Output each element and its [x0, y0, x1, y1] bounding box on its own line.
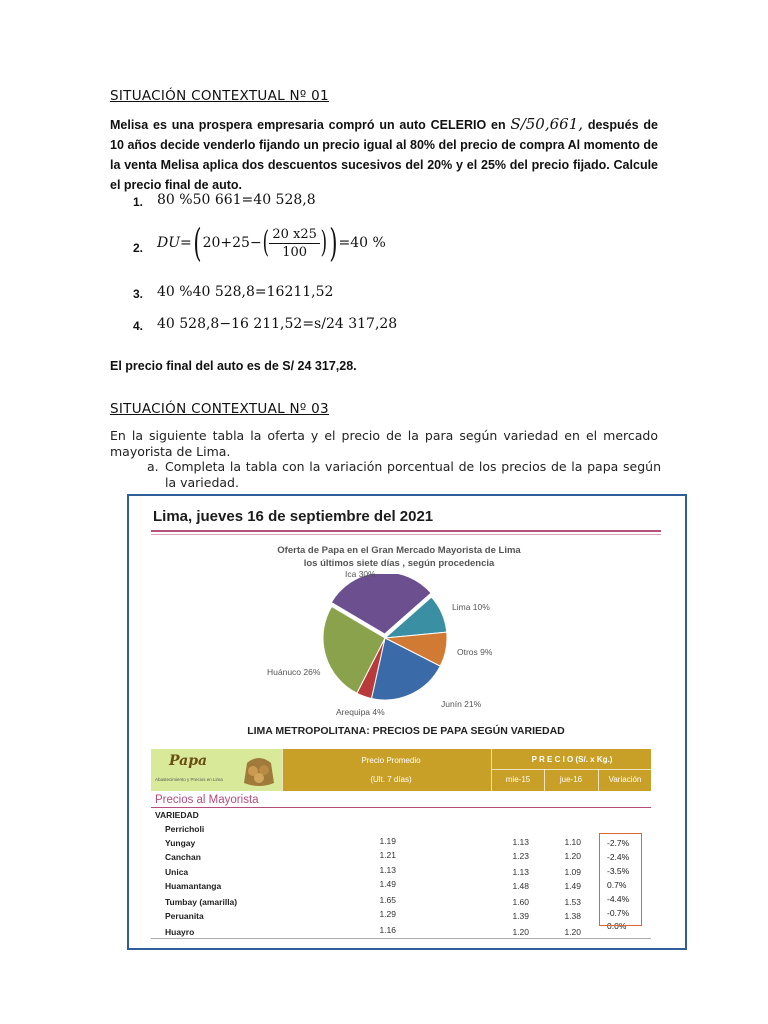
section-3-item-a: [147, 459, 661, 491]
problem-end: después de 10 años decide venderlo fijando un precio igual al 80% del precio de compra Al momento de la venta Melisa aplica dos descuentos sucesivos del 20% y el 25% del precio fijado. Calcule el precio final de auto.: [110, 118, 658, 192]
precios-mayorista-label: Precios al Mayorista: [155, 794, 259, 806]
step-2-lhs: DU=: [157, 235, 192, 251]
step-1-number: 1.: [133, 195, 144, 209]
step-2-expression: DU=(20+25−( $\frac{20 x25}{100}$ ))=40 %: [157, 221, 386, 265]
variation-highlight-box: [599, 833, 642, 926]
table-cell-mie: 1.48: [512, 881, 529, 891]
problem-price: S/50,661,: [510, 115, 584, 133]
step-2-fraction: [269, 226, 320, 261]
header-separator: [492, 769, 651, 770]
section-3-intro: En la siguiente tabla la oferta y el precio de la para según variedad en el mercado mayorista de Lima.: [110, 428, 658, 459]
table-cell-var: -2.4%: [607, 852, 630, 862]
col-jue-16: jue-16: [559, 775, 583, 784]
figure-title: Lima, jueves 16 de septiembre del 2021: [153, 508, 434, 525]
table-cell-mie: 1.23: [512, 851, 529, 861]
table-row-name: Tumbay (amarilla): [165, 897, 238, 907]
table-cell-jue: 1.09: [564, 867, 581, 877]
table-row-name: Canchan: [165, 852, 201, 862]
step-3-number: 3.: [133, 287, 144, 301]
figure-title-rule-thin: [151, 534, 661, 535]
figure-title-rule: [151, 530, 661, 532]
conclusion: El precio final del auto es de S/ 24 317,28.: [110, 359, 357, 373]
table-row-name: Perricholi: [165, 824, 205, 834]
table-row-name: Peruanita: [165, 911, 204, 921]
table-cell-jue: 1.10: [564, 837, 581, 847]
table-cell-mie: 1.13: [512, 837, 529, 847]
table-cell-prom: 1.19: [379, 836, 396, 846]
table-cell-prom: 1.21: [379, 850, 396, 860]
papa-logo-text: Papa: [169, 753, 208, 769]
table-cell-var: 0.7%: [607, 880, 627, 890]
problem-text: [110, 114, 658, 195]
col-precio: P R E C I O (S/. x Kg.): [531, 755, 613, 764]
table-cell-var: -0.7%: [607, 908, 630, 918]
price-table-header: [151, 749, 651, 791]
market-figure: [127, 494, 687, 950]
table-cell-prom: 1.29: [379, 909, 396, 919]
step-4-number: 4.: [133, 319, 144, 333]
step-2-frac-num: 20 x25: [269, 226, 320, 244]
table-row-name: Huamantanga: [165, 881, 222, 891]
table-cell-prom: 1.16: [379, 925, 396, 935]
step-1-expression: 80 %50 661=40 528,8: [157, 192, 316, 208]
header-separator: [491, 749, 492, 791]
pie-chart-title: [249, 544, 549, 570]
table-row-name: Unica: [165, 867, 189, 877]
table-cell-mie: 1.13: [512, 867, 529, 877]
table-cell-mie: 1.20: [512, 927, 529, 937]
table-cell-prom: 1.65: [379, 895, 396, 905]
step-2-rhs: =40 %: [338, 235, 386, 251]
table-cell-jue: 1.20: [564, 851, 581, 861]
pie-label-huanuco: Huánuco 26%: [267, 667, 321, 677]
item-a-label: a.: [147, 459, 159, 474]
table-cell-prom: 1.13: [379, 865, 396, 875]
table-cell-jue: 1.38: [564, 911, 581, 921]
papa-logo: [151, 749, 282, 791]
col-precio-promedio: Precio Promedio: [361, 756, 421, 765]
pie-label-ica: Ica 30%: [345, 569, 376, 579]
pie-label-lima: Lima 10%: [452, 602, 490, 612]
header-separator: [282, 749, 283, 791]
papa-logo-subtext: Abastecimiento y Precios en Lima: [155, 777, 223, 782]
pie-label-arequipa: Arequipa 4%: [336, 707, 385, 717]
table-cell-jue: 1.53: [564, 897, 581, 907]
price-table-title: LIMA METROPOLITANA: PRECIOS DE PAPA SEGÚN VARIEDAD: [247, 725, 565, 737]
col-variacion: Variación: [608, 775, 642, 784]
precios-mayorista-rule: [151, 807, 651, 808]
table-cell-jue: 1.49: [564, 881, 581, 891]
pie-chart-title-line-1: Oferta de Papa en el Gran Mercado Mayorista de Lima: [277, 545, 521, 556]
table-row-name: Huayro: [165, 927, 195, 937]
table-row-name: Yungay: [165, 838, 196, 848]
potato-sack-icon: [239, 753, 279, 787]
col-mie-15: mie-15: [505, 775, 531, 784]
table-cell-mie: 1.39: [512, 911, 529, 921]
table-cell-var: 0.0%: [607, 921, 627, 931]
table-cell-jue: 1.20: [564, 927, 581, 937]
section-3-heading: SITUACIÓN CONTEXTUAL Nº 03: [110, 401, 329, 417]
item-a-text: Completa la tabla con la variación porcentual de los precios de la papa según la variedad.: [165, 459, 661, 490]
table-cell-mie: 1.60: [512, 897, 529, 907]
table-cell-prom: 1.49: [379, 879, 396, 889]
table-cell-var: -4.4%: [607, 894, 630, 904]
step-2-inner: 20+25−: [202, 235, 262, 251]
col-ult-7-dias: (Ult. 7 días): [370, 775, 412, 784]
problem-start: Melisa es una prospera empresaria compró un auto CELERIO en: [110, 118, 506, 132]
step-3-expression: 40 %40 528,8=16211,52: [157, 284, 334, 300]
step-4-expression: 40 528,8−16 211,52=s/24 317,28: [157, 316, 398, 332]
variedad-label: VARIEDAD: [155, 810, 199, 820]
pie-label-otros: Otros 9%: [457, 647, 493, 657]
table-cell-var: -3.5%: [607, 866, 630, 876]
pie-label-junin: Junín 21%: [441, 699, 482, 709]
step-2-frac-den: 100: [282, 244, 308, 260]
table-cell-var: -2.7%: [607, 838, 630, 848]
table-bottom-rule: [151, 938, 651, 939]
section-1-heading: SITUACIÓN CONTEXTUAL Nº 01: [110, 88, 329, 104]
pie-chart: [319, 574, 459, 704]
pie-chart-title-line-2: los últimos siete días , según procedencia: [303, 558, 495, 569]
step-2-number: 2.: [133, 241, 144, 255]
